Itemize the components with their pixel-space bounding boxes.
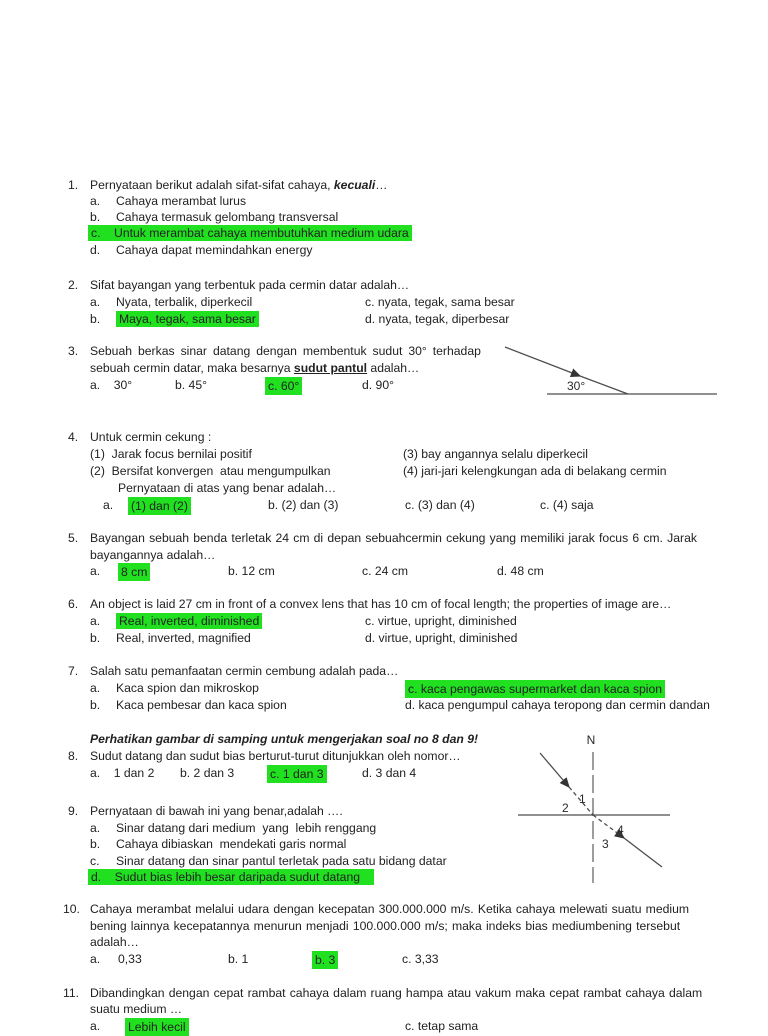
q10-stem-line1: [63, 901, 689, 918]
q8-option-a: a. 1 dan 2: [90, 766, 155, 780]
q6-option-a-highlighted: Real, inverted, diminished: [116, 613, 262, 629]
q4-option-c: c. (3) dan (4): [405, 498, 475, 512]
q8-number: 8.: [68, 749, 79, 763]
q4-statement-3: (3) bay angannya selalu diperkecil: [403, 447, 588, 461]
q1-option-c-highlighted: c. Untuk merambat cahaya membutuhkan medium udara: [88, 225, 412, 241]
q5-option-a-highlighted: 8 cm: [118, 563, 150, 581]
q10-option-b2-highlighted: b. 3: [312, 951, 338, 969]
q7-row-1: [90, 680, 663, 697]
q9-option-b-text: Cahaya dibiaskan mendekati garis normal: [116, 837, 347, 851]
q5-stem-line1: [68, 530, 697, 547]
q9-option-c-text: Sinar datang dan sinar pantul terletak pada satu bidang datar: [116, 854, 447, 868]
q4-statement-4: (4) jari-jari kelengkungan ada di belakang cermin: [403, 464, 667, 478]
q9-number: 9.: [68, 804, 79, 818]
q2-number: 2.: [68, 278, 79, 292]
q7-row-2: [90, 697, 710, 714]
q3-mirror-diagram: [480, 336, 730, 406]
q6-stem: [68, 596, 671, 613]
q7-option-d: d. kaca pengumpul cahaya teropong dan cermin dandan: [405, 698, 710, 712]
angle-label-4: 4: [617, 823, 624, 837]
q7-number: 7.: [68, 664, 79, 678]
q11-stem-line2: [90, 1001, 182, 1018]
q11-stem-line2-text: suatu medium …: [90, 1002, 183, 1016]
q4-question-line: [118, 480, 336, 497]
q9-option-c: [90, 853, 447, 870]
q2-stem-text: Sifat bayangan yang terbentuk pada cermin datar adalah…: [90, 278, 410, 292]
q10-stem-line3: [90, 934, 139, 951]
q2-option-c: c. nyata, tegak, sama besar: [365, 295, 515, 309]
q4-statement-2: (2) Bersifat konvergen atau mengumpulkan: [90, 464, 331, 478]
q11-number: 11.: [63, 986, 80, 1000]
q1-number: 1.: [68, 178, 79, 192]
q3-option-d: d. 90°: [362, 378, 394, 392]
q9-stem-text: Pernyataan di bawah ini yang benar,adalah ….: [90, 804, 343, 818]
q9-option-a: [90, 820, 376, 837]
q2-row-1: [90, 294, 515, 311]
q8-option-b: b. 2 dan 3: [180, 766, 235, 780]
q1-option-b: [90, 209, 338, 226]
q7-option-b-text: Kaca pembesar dan kaca spion: [116, 698, 287, 712]
q9-option-d-highlighted: d. Sudut bias lebih besar daripada sudut datang: [88, 869, 374, 885]
q8-option-d: d. 3 dan 4: [362, 766, 417, 780]
q11-option-a-letter: a.: [90, 1019, 101, 1033]
q2-option-b-highlighted: Maya, tegak, sama besar: [116, 311, 259, 327]
q3-stem-line2-pre: sebuah cermin datar, maka besarnya: [90, 361, 294, 375]
q4-option-a-highlighted: (1) dan (2): [128, 497, 191, 515]
q4-statement-1: (1) Jarak focus bernilai positif: [90, 447, 252, 461]
q5-option-c: c. 24 cm: [362, 564, 409, 578]
incident-ray: [540, 753, 569, 787]
q4-number: 4.: [68, 430, 79, 444]
q5-option-a-letter: a.: [90, 564, 101, 578]
angle-label-2: 2: [562, 801, 569, 815]
instruction-text: Perhatikan gambar di samping untuk mengerjakan soal no 8 dan 9!: [90, 732, 479, 746]
q10-stem-line1-text: Cahaya merambat melalui udara dengan kecepatan 300.000.000 m/s. Ketika cahaya melewati suatu medium: [90, 902, 690, 916]
q1-option-d-letter: d.: [90, 243, 101, 257]
q1-option-c: [88, 225, 412, 242]
q4-option-b: b. (2) dan (3): [268, 498, 339, 512]
normal-label: N: [586, 733, 596, 747]
instruction-line: [90, 731, 478, 748]
q11-stem-line1: [63, 985, 702, 1002]
q4-stem: [68, 429, 211, 446]
q4-question-line-text: Pernyataan di atas yang benar adalah…: [118, 481, 337, 495]
q3-option-c-highlighted: c. 60°: [265, 377, 302, 395]
q3-stem-line1-text: Sebuah berkas sinar datang dengan membentuk sudut 30° terhadap: [90, 344, 481, 358]
q7-option-a-text: Kaca spion dan mikroskop: [116, 681, 259, 695]
q6-option-b-letter: b.: [90, 631, 101, 645]
q10-option-c: c. 3,33: [402, 952, 439, 966]
q8-stem-text: Sudut datang dan sudut bias berturut-turut ditunjukkan oleh nomor…: [90, 749, 461, 763]
q7-stem: [68, 663, 398, 680]
q3-stem-line2: [90, 360, 419, 377]
q9-option-b-letter: b.: [90, 837, 101, 851]
q1-stem-post: …: [375, 178, 388, 192]
q4-option-c2: c. (4) saja: [540, 498, 594, 512]
q6-stem-text: An object is laid 27 cm in front of a convex lens that has 10 cm of focal length; the properties of image are…: [90, 597, 672, 611]
q10-stem-line2-text: bening lainnya kecepatannya menurun menjadi 100.000.000 m/s; maka indeks bias mediumbening tersebut: [90, 919, 681, 933]
q2-row-2: [90, 311, 510, 328]
q7-option-a-letter: a.: [90, 681, 101, 695]
incident-ray-line-2: [580, 376, 628, 394]
q1-option-b-letter: b.: [90, 210, 101, 224]
q2-option-a-letter: a.: [90, 295, 101, 309]
angle-label-3: 3: [602, 837, 609, 851]
q6-option-c: c. virtue, upright, diminished: [365, 614, 517, 628]
q1-option-b-text: Cahaya termasuk gelombang transversal: [116, 210, 339, 224]
q3-option-a: a. 30°: [90, 378, 133, 392]
q1-option-a: [90, 193, 246, 210]
q6-option-a-letter: a.: [90, 614, 101, 628]
refraction-diagram: [505, 726, 720, 891]
q6-row-2: [90, 630, 518, 647]
q9-option-a-text: Sinar datang dari medium yang lebih renggang: [116, 821, 377, 835]
q4-stem-text: Untuk cermin cekung :: [90, 430, 212, 444]
q2-option-d: d. nyata, tegak, diperbesar: [365, 312, 510, 326]
q5-number: 5.: [68, 531, 79, 545]
q8-stem: [68, 748, 461, 765]
q11-option-a-highlighted: Lebih kecil: [125, 1018, 189, 1036]
q1-stem-kecuali: kecuali: [333, 178, 376, 192]
q11-stem-line1-text: Dibandingkan dengan cepat rambat cahaya dalam ruang hampa atau vakum maka cepat rambat cahaya dalam: [90, 986, 703, 1000]
q1-stem-pre: Pernyataan berikut adalah sifat-sifat cahaya,: [90, 178, 334, 192]
q9-option-c-letter: c.: [90, 854, 100, 868]
q1-option-d: [90, 242, 312, 259]
q7-stem-text: Salah satu pemanfaatan cermin cembung adalah pada…: [90, 664, 399, 678]
q2-stem: [68, 277, 409, 294]
q1-option-d-text: Cahaya dapat memindahkan energy: [116, 243, 313, 257]
q10-number: 10.: [63, 902, 80, 916]
q10-stem-line3-text: adalah…: [90, 935, 139, 949]
refracted-ray: [624, 838, 662, 867]
q10-option-a-letter: a.: [90, 952, 101, 966]
q2-option-b-letter: b.: [90, 312, 101, 326]
q5-option-b: b. 12 cm: [228, 564, 275, 578]
q7-option-c-highlighted: c. kaca pengawas supermarket dan kaca spion: [405, 680, 665, 698]
q10-option-b: b. 1: [228, 952, 249, 966]
q9-option-b: [90, 836, 346, 853]
angle-label-1: 1: [579, 792, 586, 806]
q1-option-a-text: Cahaya merambat lurus: [116, 194, 247, 208]
q10-option-a-text: 0,33: [118, 952, 142, 966]
q5-stem-line2-text: bayangannya adalah…: [90, 548, 216, 562]
q5-stem-line2: [90, 547, 215, 564]
q2-option-a-text: Nyata, terbalik, diperkecil: [116, 295, 253, 309]
q5-stem-line1-text: Bayangan sebuah benda terletak 24 cm di depan sebuahcermin cekung yang memiliki jarak focus 6 cm. Jarak: [90, 531, 697, 545]
q1-stem: [68, 177, 387, 194]
q11-option-c: c. tetap sama: [405, 1019, 479, 1033]
q9-option-a-letter: a.: [90, 821, 101, 835]
q10-stem-line2: [90, 918, 680, 935]
q3-stem-line2-post: adalah…: [367, 361, 420, 375]
q6-option-b-text: Real, inverted, magnified: [116, 631, 251, 645]
q7-option-b-letter: b.: [90, 698, 101, 712]
incident-ray-line: [505, 347, 580, 376]
angle-30-label: 30°: [567, 379, 586, 393]
q3-sudut-pantul: sudut pantul: [293, 361, 368, 375]
q4-option-a-letter: a.: [103, 498, 114, 512]
q3-option-b: b. 45°: [175, 378, 207, 392]
q6-row-1: [90, 613, 517, 630]
q3-stem-line1: [68, 343, 481, 360]
q3-number: 3.: [68, 344, 79, 358]
q9-stem: [68, 803, 343, 820]
q8-option-c-highlighted: c. 1 dan 3: [267, 765, 327, 783]
q5-option-d: d. 48 cm: [497, 564, 544, 578]
q6-option-d: d. virtue, upright, diminished: [365, 631, 518, 645]
q6-number: 6.: [68, 597, 79, 611]
q9-option-d: [88, 869, 374, 886]
q1-option-a-letter: a.: [90, 194, 101, 208]
